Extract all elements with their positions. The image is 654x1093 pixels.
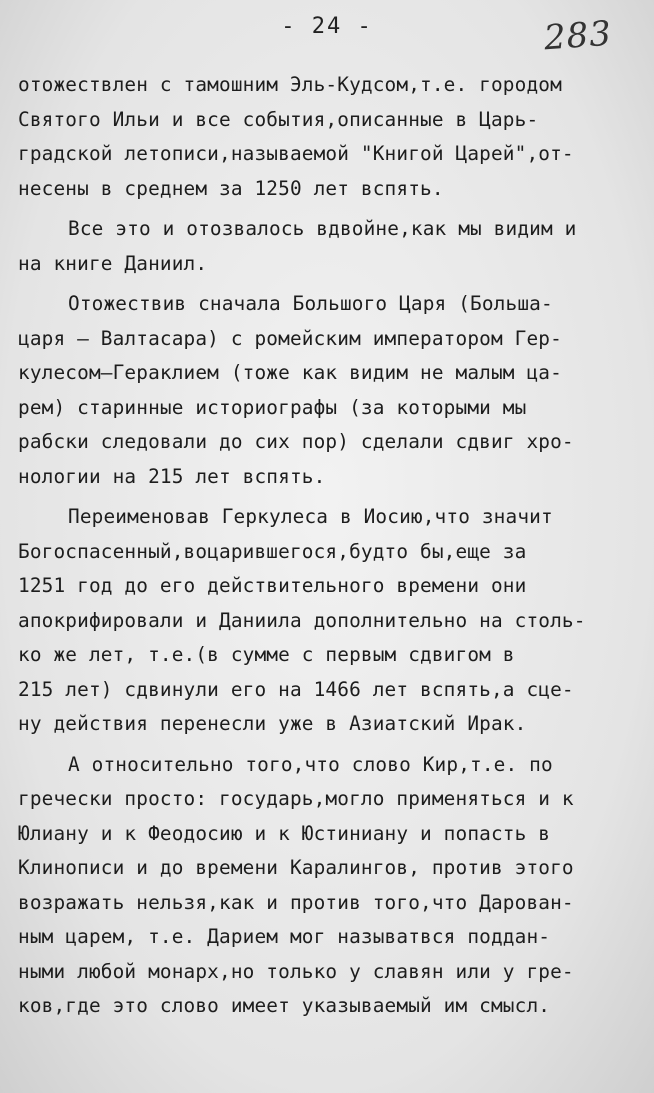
text-line: Святого Ильи и все события,описанные в Царь-: [18, 107, 539, 131]
text-line: рем) старинные историографы (за которыми мы: [18, 395, 527, 419]
text-line: гречески просто: государь,могло применяться и к: [18, 787, 574, 810]
text-line: градской летописи,называемой "Книгой Царей",от-: [18, 142, 574, 165]
text-line: кулесом–Гераклием (тоже как видим не малым ца-: [18, 361, 562, 384]
paragraph-2: [18, 212, 642, 281]
page-number: - 24 -: [281, 14, 373, 39]
text-line: Богоспасенный,воцарившегося,будто бы,еще за: [18, 539, 527, 563]
text-line: ков,где это слово имеет указываемый им смысл.: [18, 994, 551, 1017]
paragraph-5: [18, 748, 642, 1024]
text-line: апокрифировали и Даниила дополнительно на столь-: [18, 608, 586, 632]
text-line: Отожествив сначала Большого Царя (Больша-: [68, 292, 553, 315]
text-line: А относительно того,что слово Кир,т.е. по: [68, 752, 553, 776]
text-line: возражать нельзя,как и против того,что Дарован-: [18, 890, 574, 914]
paragraph-3: [18, 287, 642, 494]
text-line: Переименовав Геркулеса в Иосию,что значит: [68, 505, 553, 528]
text-line: рабски следовали до сих пор) сделали сдвиг хро-: [18, 430, 574, 453]
text-line: 1251 год до его действительного времени они: [18, 574, 527, 597]
text-line: ным царем, т.е. Дарием мог называтвся поддан-: [18, 925, 551, 948]
text-line: ными любой монарх,но только у славян или у гре-: [18, 959, 574, 983]
text-line: царя – Валтасара) с ромейским императором Гер-: [18, 326, 562, 350]
text-line: 215 лет) сдвинули его на 1466 лет вспять,а сце-: [18, 677, 574, 701]
text-line: ко же лет, т.е.(в сумме с первым сдвигом в: [18, 643, 515, 666]
text-line: Юлиану и к Феодосию и к Юстиниану и попасть в: [18, 821, 551, 845]
text-line: на книге Даниил.: [18, 251, 208, 275]
text-line: нологии на 215 лет вспять.: [18, 464, 326, 488]
body-text: [18, 68, 642, 1024]
text-line: ну действия перенесли уже в Азиатский Ирак.: [18, 712, 527, 735]
paragraph-4: [18, 500, 642, 742]
text-line: отожествлен с тамошним Эль-Кудсом,т.е. городом: [18, 73, 562, 96]
text-line: Все это и отозвалось вдвойне,как мы видим и: [68, 217, 577, 240]
paragraph-1: [18, 68, 642, 206]
text-line: Клинописи и до времени Каралингов, против этого: [18, 856, 574, 879]
text-line: несены в среднем за 1250 лет вспять.: [18, 176, 444, 200]
handwritten-folio-number: 283: [542, 13, 614, 59]
